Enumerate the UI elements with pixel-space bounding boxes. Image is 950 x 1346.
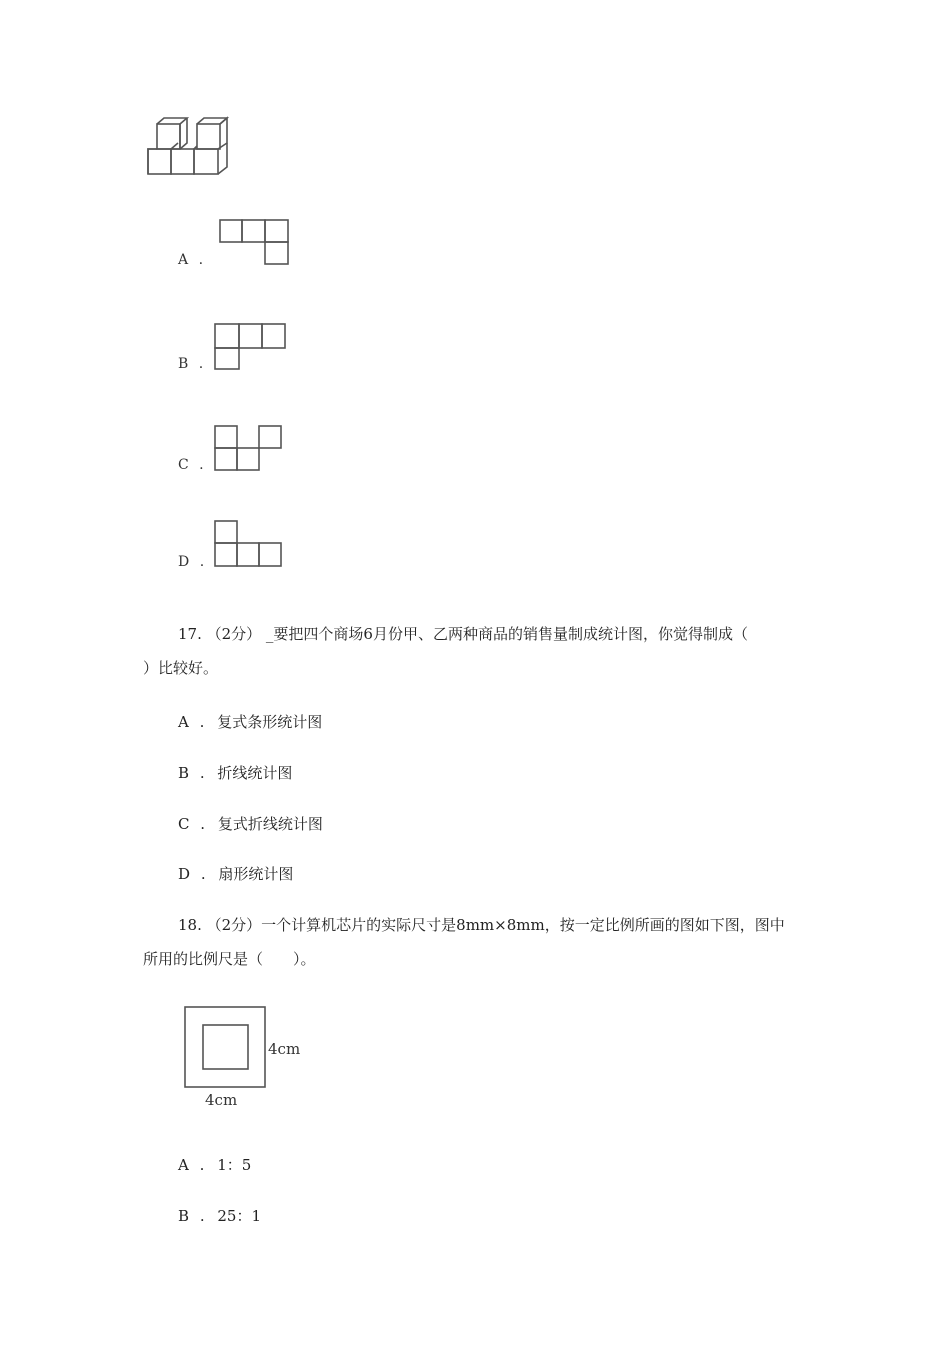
option-separator: . <box>199 457 204 473</box>
q16-option-c-view-figure <box>212 424 288 474</box>
q17-stem-line2: ）比较好。 <box>143 659 219 677</box>
chip-side-label: 4cm <box>268 1040 301 1058</box>
q18-option-a[interactable] <box>178 1154 251 1175</box>
chip-outer-border <box>185 1007 265 1087</box>
option-separator: . <box>199 713 205 731</box>
q16-option-c[interactable] <box>178 457 204 473</box>
option-letter: A <box>178 252 189 268</box>
option-letter: A <box>178 713 189 731</box>
option-text: 25：1 <box>217 1207 262 1225</box>
option-separator: . <box>199 554 205 570</box>
option-letter: C <box>178 815 190 833</box>
option-letter: B <box>178 356 189 372</box>
q17-option-d[interactable] <box>178 863 293 884</box>
option-separator: . <box>198 356 204 372</box>
option-text: 1：5 <box>217 1156 252 1174</box>
q16-option-d[interactable] <box>178 554 204 570</box>
option-text: 复式折线统计图 <box>217 815 323 833</box>
option-text: 复式条形统计图 <box>217 713 323 731</box>
option-separator: . <box>199 764 205 782</box>
option-letter: C <box>178 457 189 473</box>
option-separator: . <box>198 252 204 268</box>
option-letter: B <box>178 1207 190 1225</box>
option-separator: . <box>199 1156 205 1174</box>
q16-option-a[interactable] <box>178 252 203 268</box>
chip-core <box>203 1025 248 1069</box>
q17-stem-line1: 17. （2分） _要把四个商场6月份甲、乙两种商品的销售量制成统计图，你觉得制成（ <box>178 625 748 643</box>
chip-figure <box>180 1002 340 1112</box>
option-text: 折线统计图 <box>217 764 293 782</box>
chip-bottom-label: 4cm <box>205 1091 238 1109</box>
q18-stem-line2: 所用的比例尺是（ ）。 <box>143 950 316 968</box>
q18-option-b[interactable] <box>178 1205 261 1226</box>
option-separator: . <box>200 815 206 833</box>
q16-option-a-view-figure <box>218 218 294 268</box>
cube-arrangement-figure <box>140 112 240 182</box>
q16-option-d-view-figure <box>212 519 288 571</box>
q17-option-b[interactable] <box>178 762 292 783</box>
option-letter: D <box>178 865 191 883</box>
option-letter: B <box>178 764 190 782</box>
q16-option-b[interactable] <box>178 356 203 372</box>
q16-option-b-view-figure <box>212 322 288 372</box>
option-text: 扇形统计图 <box>218 865 294 883</box>
q18-stem-line1: 18. （2分）一个计算机芯片的实际尺寸是8mm×8mm，按一定比例所画的图如下图，图中 <box>178 916 785 934</box>
q17-option-c[interactable] <box>178 813 323 834</box>
option-letter: D <box>178 554 190 570</box>
option-separator: . <box>199 1207 205 1225</box>
option-letter: A <box>178 1156 189 1174</box>
q17-option-a[interactable] <box>178 711 322 732</box>
option-separator: . <box>200 865 206 883</box>
